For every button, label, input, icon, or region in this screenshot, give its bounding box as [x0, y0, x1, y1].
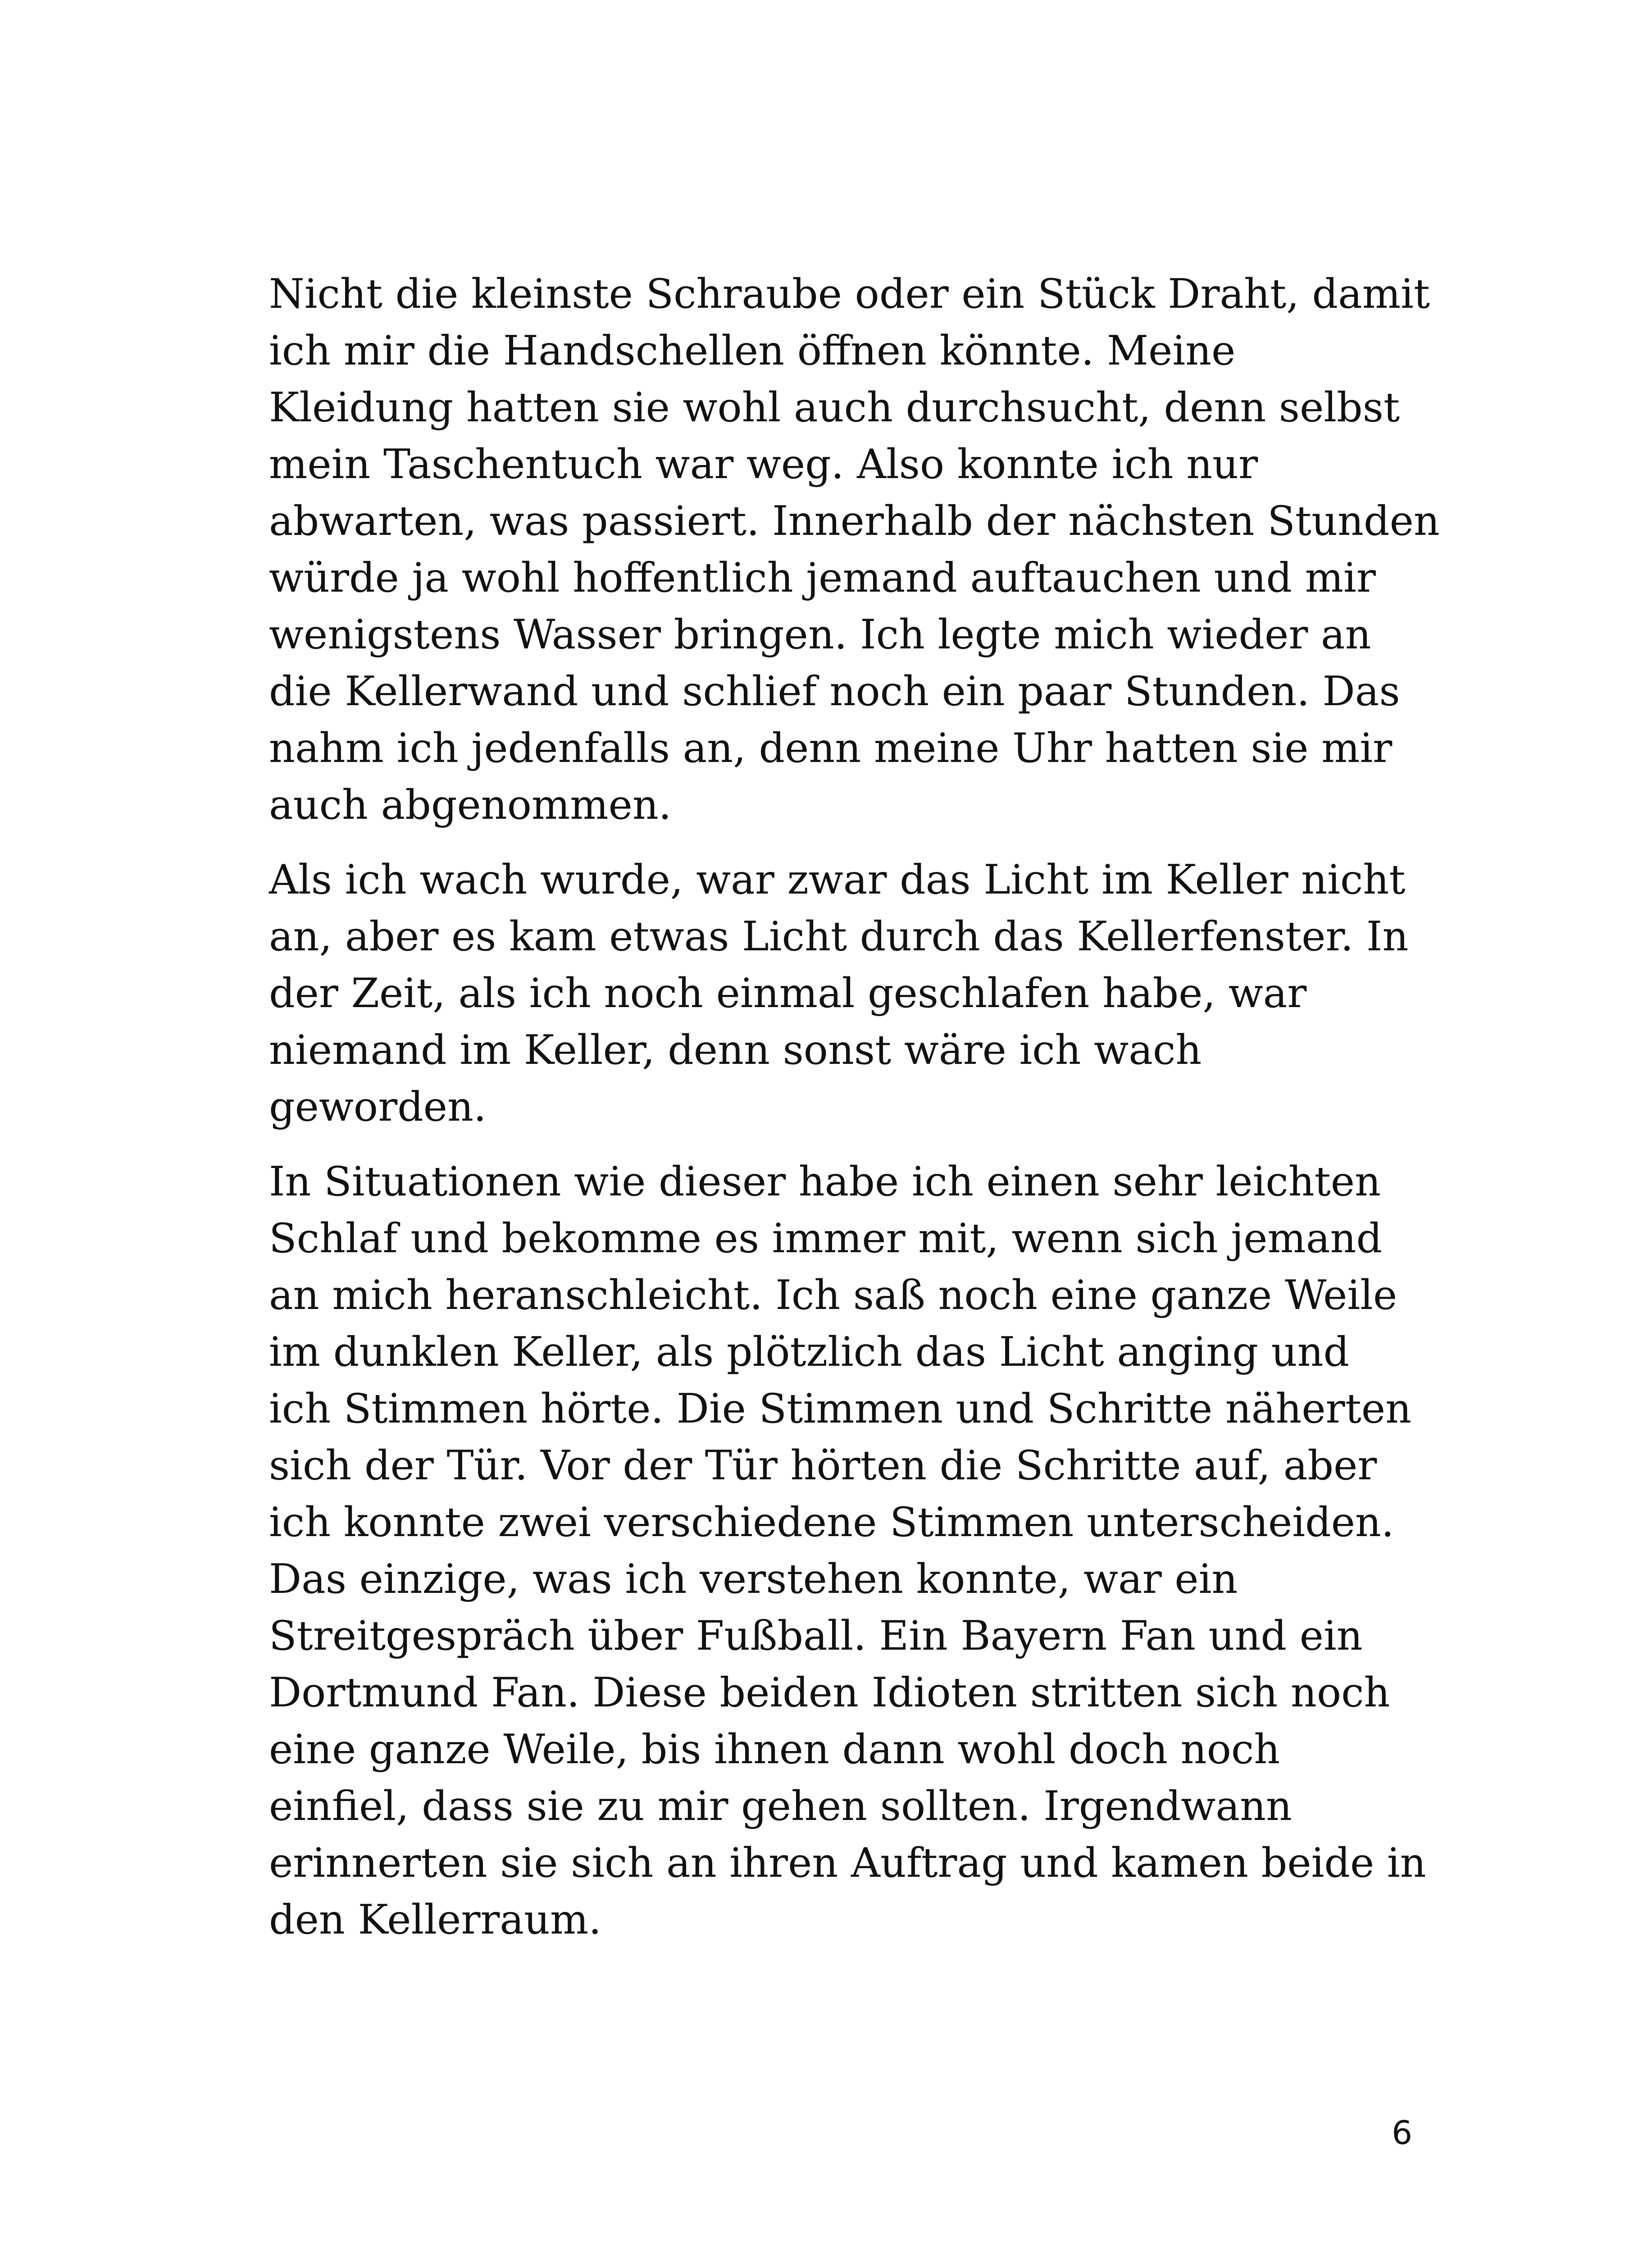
text-line: Schlaf und bekomme es immer mit, wenn sich jemand: [269, 1215, 1383, 1262]
text-line: die Kellerwand und schlief noch ein paar Stunden. Das: [269, 668, 1400, 715]
text-line: einfiel, dass sie zu mir gehen sollten. Irgendwann: [269, 1783, 1292, 1830]
text-line: Das einzige, was ich verstehen konnte, war ein: [269, 1555, 1238, 1603]
paragraph-2: [269, 852, 1409, 1136]
text-line: nahm ich jedenfalls an, denn meine Uhr hatten sie mir: [269, 725, 1393, 772]
text-line: ich konnte zwei verschiedene Stimmen unterscheiden.: [269, 1499, 1394, 1546]
text-line: Nicht die kleinste Schraube oder ein Stück Draht, damit: [269, 270, 1430, 318]
text-line: In Situationen wie dieser habe ich einen sehr leichten: [269, 1158, 1381, 1205]
text-line: mein Taschentuch war weg. Also konnte ich nur: [269, 441, 1258, 488]
text-line: erinnerten sie sich an ihren Auftrag und kamen beide in: [269, 1839, 1426, 1887]
paragraph-1: [269, 266, 1440, 834]
text-line: ich Stimmen hörte. Die Stimmen und Schritte näherten: [269, 1385, 1412, 1432]
body-text: [269, 266, 1440, 1948]
text-line: sich der Tür. Vor der Tür hörten die Schritte auf, aber: [269, 1442, 1377, 1489]
text-line: im dunklen Keller, als plötzlich das Licht anging und: [269, 1328, 1350, 1376]
text-line: ich mir die Handschellen öffnen könnte. Meine: [269, 327, 1236, 374]
text-line: Als ich wach wurde, war zwar das Licht im Keller nicht: [269, 856, 1406, 903]
text-line: wenigstens Wasser bringen. Ich legte mich wieder an: [269, 611, 1371, 658]
text-line: Dortmund Fan. Diese beiden Idioten stritten sich noch: [269, 1669, 1390, 1716]
page-number: 6: [1392, 2114, 1412, 2152]
text-line: niemand im Keller, denn sonst wäre ich wach: [269, 1026, 1202, 1074]
text-line: geworden.: [269, 1083, 487, 1131]
text-line: eine ganze Weile, bis ihnen dann wohl doch noch: [269, 1726, 1280, 1773]
text-line: Kleidung hatten sie wohl auch durchsucht, denn selbst: [269, 384, 1400, 431]
text-line: den Kellerraum.: [269, 1896, 601, 1943]
text-line: an mich heranschleicht. Ich saß noch eine ganze Weile: [269, 1272, 1397, 1319]
text-line: abwarten, was passiert. Innerhalb der nächsten Stunden: [269, 497, 1440, 545]
text-line: würde ja wohl hoffentlich jemand auftauchen und mir: [269, 554, 1376, 602]
text-line: auch abgenommen.: [269, 781, 672, 829]
text-line: der Zeit, als ich noch einmal geschlafen habe, war: [269, 970, 1307, 1017]
text-line: Streitgespräch über Fußball. Ein Bayern Fan und ein: [269, 1612, 1363, 1660]
paragraph-3: [269, 1154, 1426, 1948]
text-line: an, aber es kam etwas Licht durch das Kellerfenster. In: [269, 913, 1409, 960]
